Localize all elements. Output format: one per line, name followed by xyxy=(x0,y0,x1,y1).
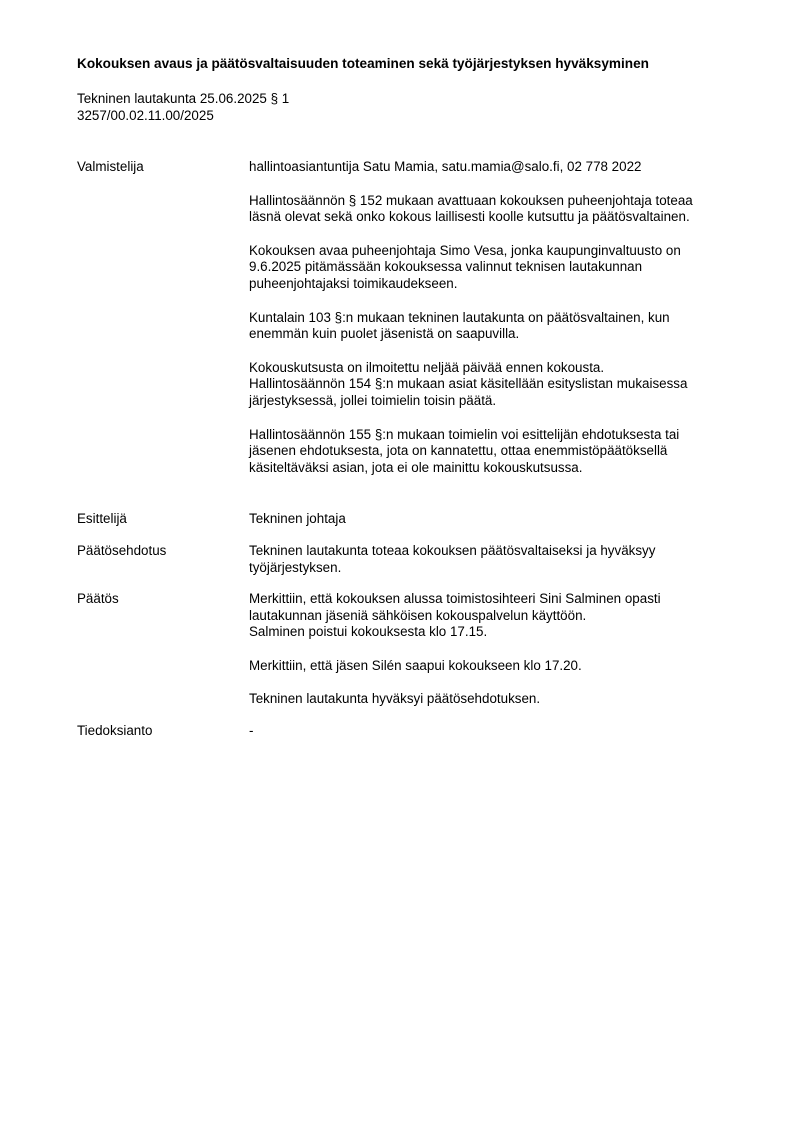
section-esittelija xyxy=(77,511,742,528)
section-content-valmistelija xyxy=(249,159,742,476)
section-content-paatos xyxy=(249,591,742,708)
meeting-meta xyxy=(77,90,742,124)
section-valmistelija xyxy=(77,159,742,476)
section-content-tiedoksianto xyxy=(249,723,742,740)
valmistelija-paragraph: Kokouskutsusta on ilmoitettu neljää päivää ennen kokousta. Hallintosäännön 154 §:n mukaan asiat käsitellään esityslistan mukaisessa järjestyksessä, jollei toimielin toisin päätä. xyxy=(249,359,688,408)
document-page xyxy=(77,55,742,740)
section-content-paatosehdotus xyxy=(249,543,742,576)
meeting-line: Tekninen lautakunta 25.06.2025 § 1 xyxy=(77,91,290,106)
esittelija-value: Tekninen johtaja xyxy=(249,511,346,527)
preparer-line: hallintoasiantuntija Satu Mamia, satu.mamia@salo.fi, 02 778 2022 xyxy=(249,159,642,174)
valmistelija-paragraph: Kokouksen avaa puheenjohtaja Simo Vesa, jonka kaupunginvaltuusto on 9.6.2025 pitämässään kokouksessa valinnut teknisen lautakunnan puheenjohtajaksi toimikaudekseen. xyxy=(249,242,681,291)
valmistelija-paragraph: Kuntalain 103 §:n mukaan tekninen lautakunta on päätösvaltainen, kun enemmän kuin puolet jäsenistä on saapuvilla. xyxy=(249,309,670,342)
section-label-paatos: Päätös xyxy=(77,591,119,607)
paatosehdotus-value: Tekninen lautakunta toteaa kokouksen päätösvaltaiseksi ja hyväksyy työjärjestyksen. xyxy=(249,542,656,575)
paatos-paragraph: Merkittiin, että jäsen Silén saapui kokoukseen klo 17.20. xyxy=(249,657,582,673)
section-label-esittelija: Esittelijä xyxy=(77,511,127,527)
document-title: Kokouksen avaus ja päätösvaltaisuuden toteaminen sekä työjärjestyksen hyväksyminen xyxy=(77,56,649,71)
section-paatos xyxy=(77,591,742,708)
tiedoksianto-value: - xyxy=(249,723,254,739)
valmistelija-paragraph: Hallintosäännön § 152 mukaan avattuaan kokouksen puheenjohtaja toteaa läsnä olevat sekä onko kokous laillisesti koolle kutsuttu ja päätösvaltainen. xyxy=(249,192,693,225)
section-label-valmistelija: Valmistelija xyxy=(77,159,144,174)
section-tiedoksianto xyxy=(77,723,742,740)
valmistelija-paragraph: Hallintosäännön 155 §:n mukaan toimielin voi esittelijän ehdotuksesta tai jäsenen ehdotuksesta, jota on kannatettu, ottaa enemmistöpäätöksellä käsiteltäväksi asian, jota ei ole mainittu kokouskutsussa. xyxy=(249,426,680,475)
paatos-paragraph: Merkittiin, että kokouksen alussa toimistosihteeri Sini Salminen opasti lautakunnan jäseniä sähköisen kokouspalvelun käyttöön. Salminen poistui kokouksesta klo 17.15. xyxy=(249,591,661,640)
section-label-paatosehdotus: Päätösehdotus xyxy=(77,542,167,558)
section-paatosehdotus xyxy=(77,543,742,576)
paatos-paragraph: Tekninen lautakunta hyväksyi päätösehdotuksen. xyxy=(249,691,541,707)
section-content-esittelija xyxy=(249,511,742,528)
section-label-tiedoksianto: Tiedoksianto xyxy=(77,723,153,739)
record-id: 3257/00.02.11.00/2025 xyxy=(77,108,214,123)
